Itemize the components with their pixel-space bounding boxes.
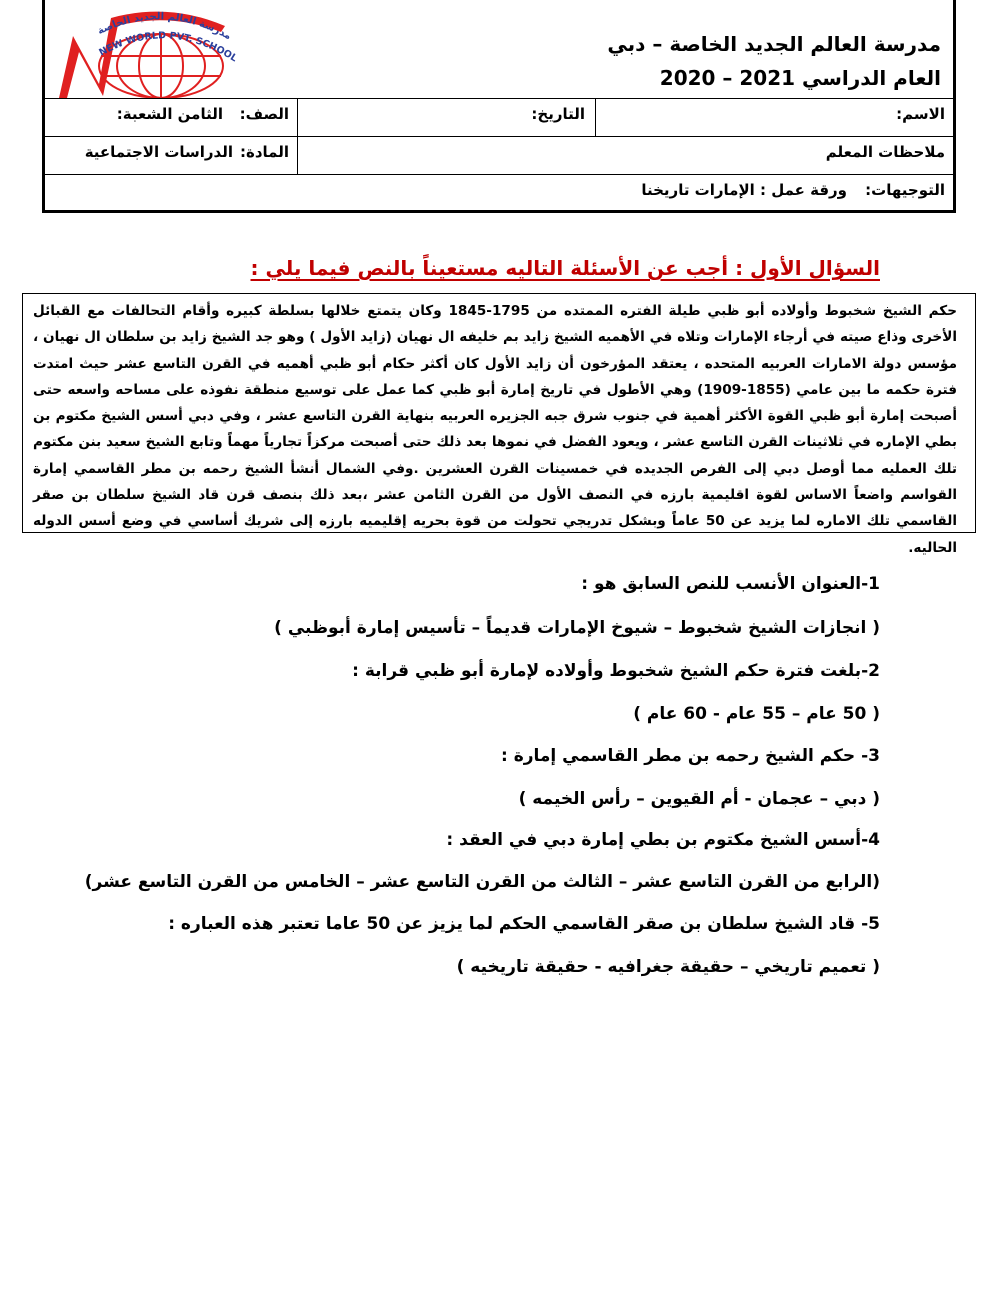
info-row-directions	[45, 174, 953, 211]
question-1-options: ( انجازات الشيخ شخبوط – شيوخ الإمارات قديماً – تأسيس إمارة أبوظبي )	[274, 618, 880, 638]
question-one-heading: السؤال الأول : أجب عن الأسئلة التاليه مستعيناً بالنص فيما يلي :	[250, 256, 880, 280]
school-logo	[49, 6, 249, 102]
info-row-notes	[45, 136, 953, 175]
school-name: مدرسة العالم الجديد الخاصة – دبي	[607, 32, 941, 56]
info-row-name	[45, 98, 953, 137]
question-2-options: ( 50 عام – 55 عام - 60 عام )	[633, 704, 880, 724]
class-label: الصف:	[239, 105, 289, 123]
logo-english-text: NEW WORLD PVT. SCHOOL	[97, 30, 240, 65]
question-5-options: ( تعميم تاريخي – حقيقة جغرافيه - حقيقة تاريخيه )	[456, 957, 880, 977]
globe-logo-icon	[49, 6, 249, 102]
date-label: التاريخ:	[531, 105, 585, 123]
question-3-prompt: 3- حكم الشيخ رحمه بن مطر القاسمي إمارة :	[500, 746, 880, 766]
subject-value: الدراسات الاجتماعية	[84, 143, 233, 161]
passage-box	[22, 293, 976, 556]
name-label: الاسم:	[896, 105, 945, 123]
question-5-prompt: 5- قاد الشيخ سلطان بن صقر القاسمي الحكم لما يزيز عن 50 عاما تعتبر هذه العباره :	[168, 914, 880, 934]
cell-divider	[297, 137, 298, 175]
teacher-notes-label: ملاحظات المعلم	[825, 143, 945, 161]
subject-label: المادة:	[239, 143, 289, 161]
question-2-prompt: 2-بلغت فترة حكم الشيخ شخبوط وأولاده لإمارة أبو ظبي قرابة :	[352, 661, 880, 681]
school-year: العام الدراسي 2021 – 2020	[659, 66, 941, 90]
header-top	[45, 0, 953, 98]
question-1-prompt: 1-العنوان الأنسب للنص السابق هو :	[581, 574, 880, 594]
cell-divider	[595, 99, 596, 137]
worksheet-header	[42, 0, 956, 213]
directions-value: ورقة عمل : الإمارات تاريخنا	[641, 181, 847, 199]
question-4-options: (الرابع من القرن التاسع عشر – الثالث من القرن التاسع عشر – الخامس من القرن التاسع عشر)	[84, 872, 880, 892]
question-4-prompt: 4-أسس الشيخ مكتوم بن بطي إمارة دبي في العقد :	[446, 830, 880, 850]
question-3-options: ( دبي – عجمان - أم القيوين – رأس الخيمه )	[518, 789, 880, 809]
cell-divider	[297, 99, 298, 137]
directions-label: التوجيهات:	[865, 181, 945, 199]
logo-arabic-text: مدرسة العالم الجديد الخاصة	[95, 11, 233, 43]
passage-text: حكم الشيخ شخبوط وأولاده أبو ظبي طيلة الفتره الممتده من 1795-1845 وكان يتمتع خلالها بسلطة كبيره وأقام التحالفات مع القبائل الأخرى وذاع صيته في أرجاء الإمارات وتلاه في الأهميه الشيخ زايد بم خليفه ال نهيان (زايد الأول ) وهو جد الشيخ زايد بن سلطان ال نهيان ، مؤسس دولة الامارات العربيه المتحده ، يعتقد المؤرخون أن زايد الأول كان أكثر حكام أبو ظبي أهميه في القرن التاسع عشر حيث امتدت فترة حكمه ما بين عامي (1855-1909) وهي الأطول في تاريخ إمارة أبو ظبي كما عمل على توسيع منطقة نفوذه على مساحه واسعه حتى أصبحت إمارة أبو ظبي القوة الأكثر أهمية في جنوب شرق جبه الجزيره العربيه بنهاية القرن التاسع عشر ، وفي دبي أسس الشيخ مكتوم بن بطي الإماره في ثلاثينات القرن التاسع عشر ، ويعود الفضل في نموها بعد ذلك حتى أصبحت مركزاً تجارياً مهماً وتابع الشيخ سعيد بنن مكتوم تلك العمليه مما أوصل دبي إلى الفرص الجديده في خمسينات القرن العشرين .وفي الشمال أنشأ الشيخ رحمه بن مطر القاسمي إمارة القواسم واضعاً الاساس لقوة اقليمية بارزه في النصف الأول من القرن الثامن عشر ،بعد ذلك بنصف قرن قاد الشيخ سلطان بن صقر القاسمي تلك الاماره لما يزيد عن 50 عاماً وبشكل تدريجي تحولت من قوة بحريه إقليميه بارزه إلى شريك أساسي في وضع أسس الدوله الحاليه.	[33, 303, 957, 556]
class-value: الثامن الشعبة:	[116, 105, 223, 123]
